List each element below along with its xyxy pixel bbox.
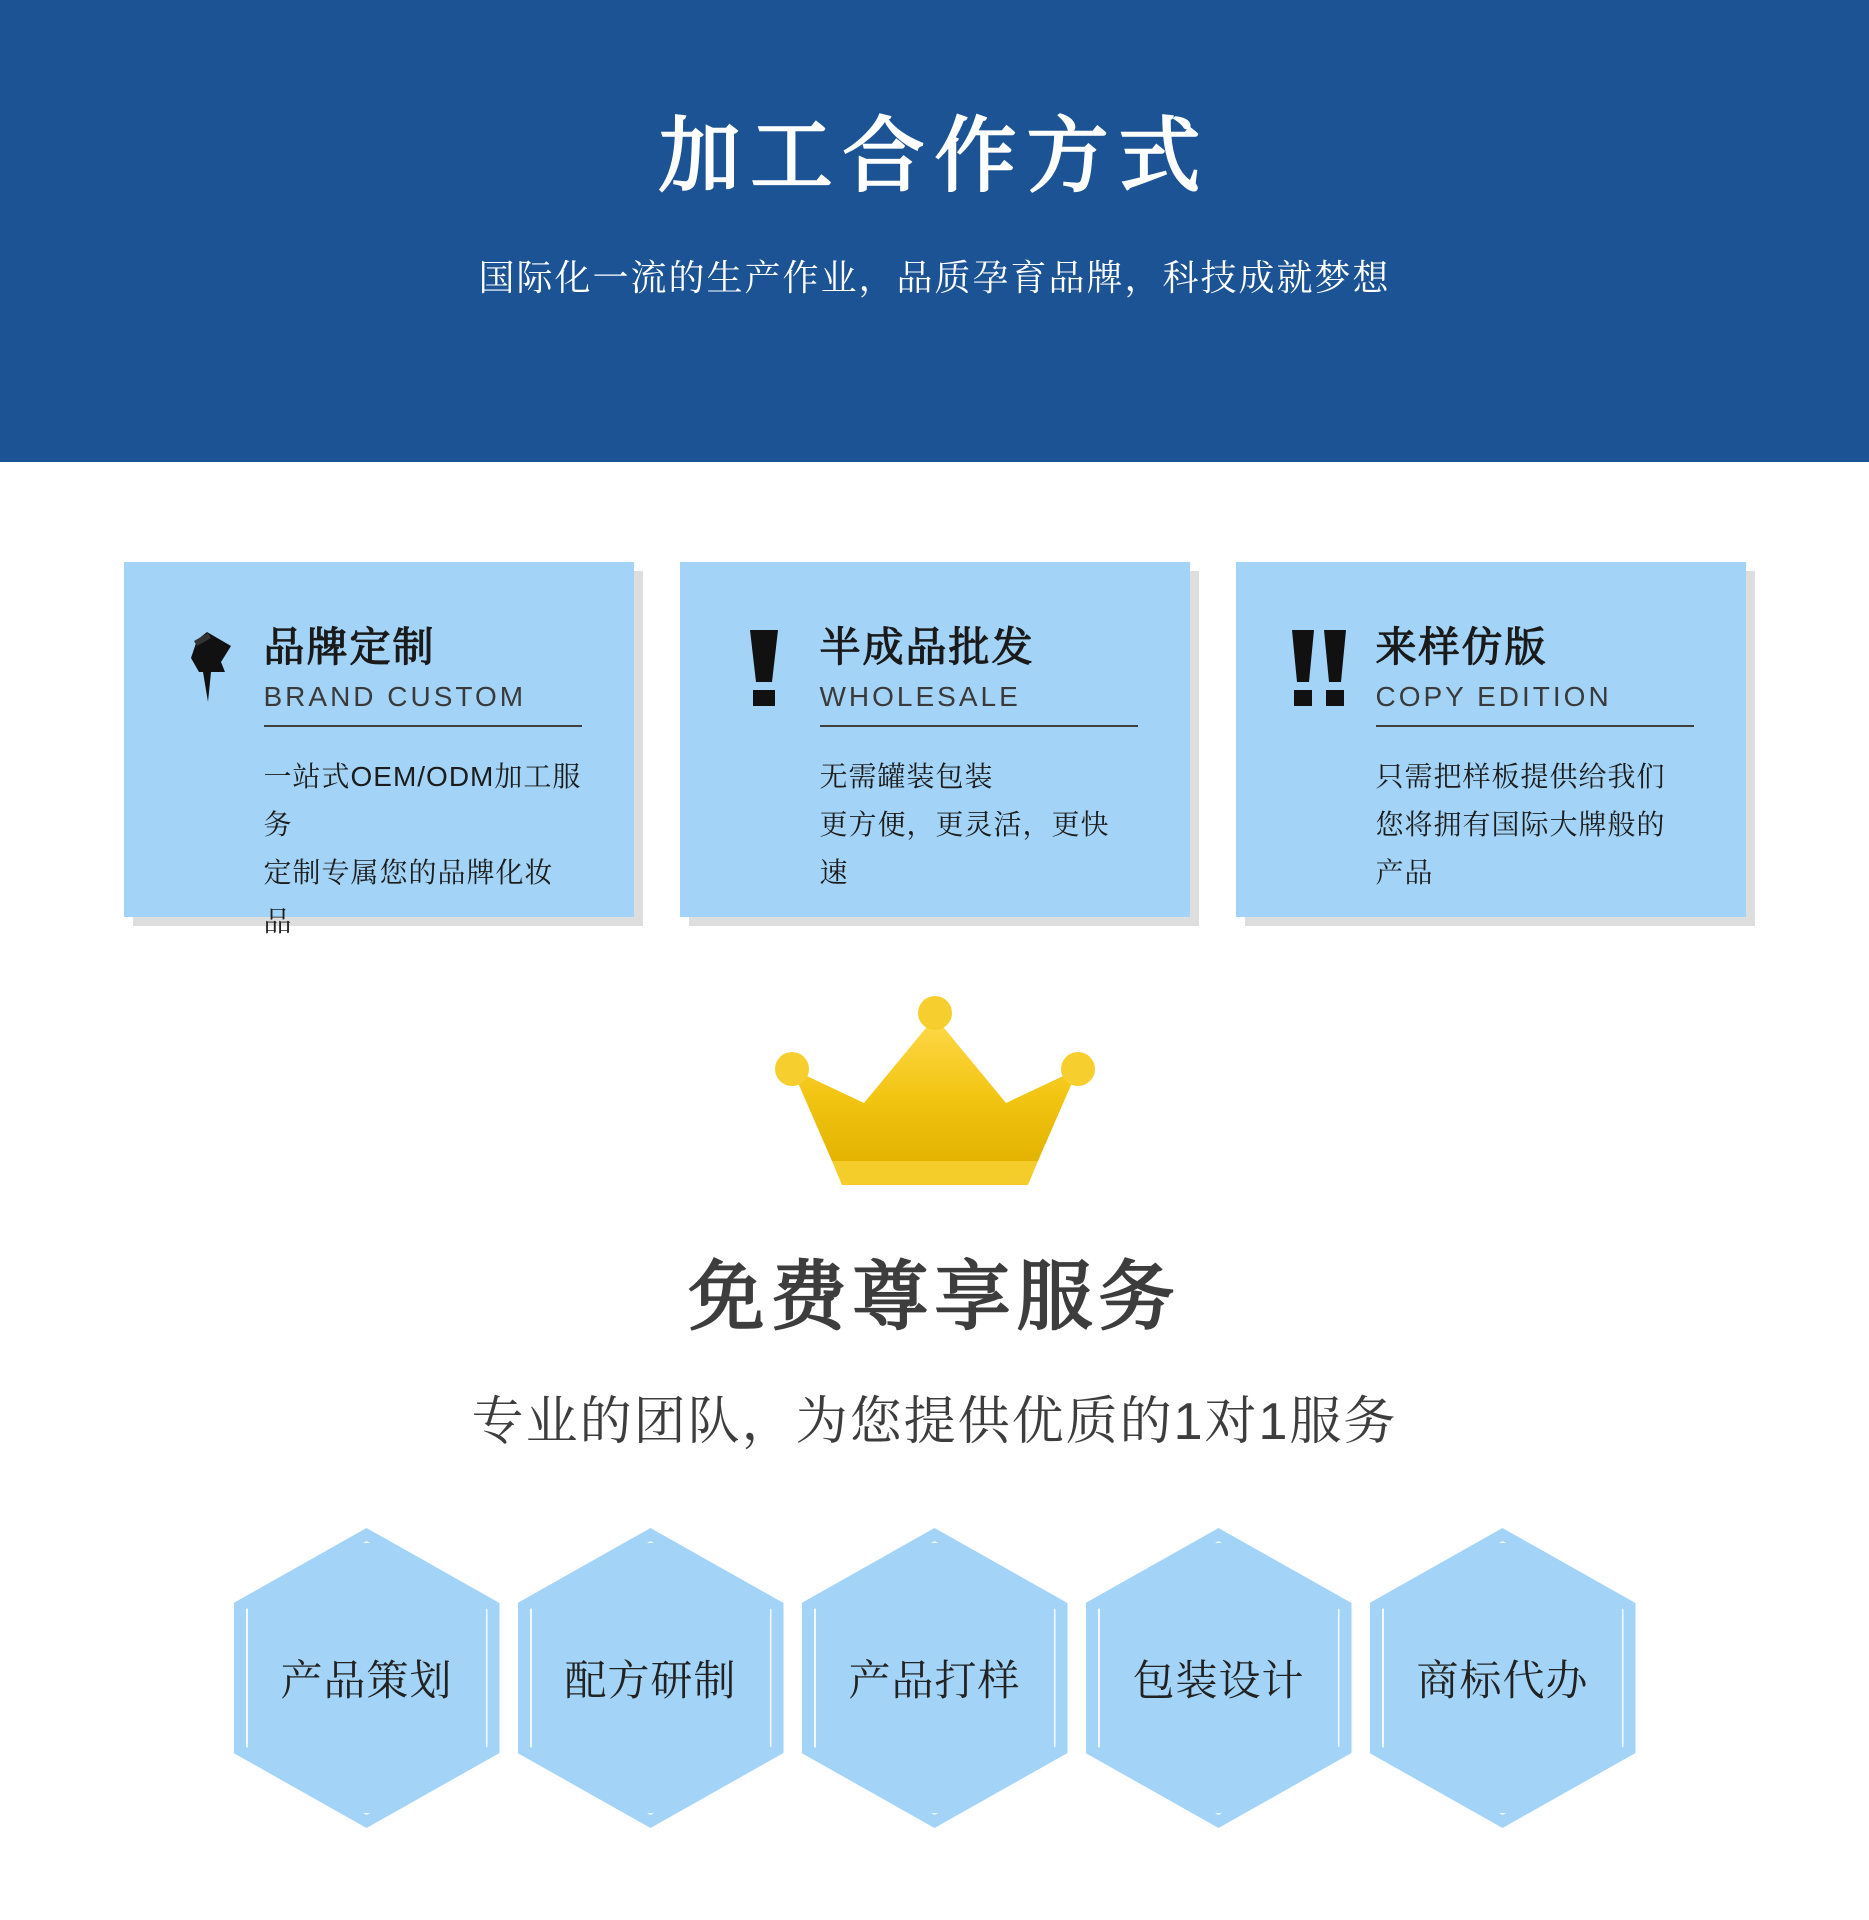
card-description [732, 753, 1138, 897]
hex-label: 包装设计 [1132, 1657, 1305, 1704]
card-header [732, 624, 1138, 727]
card-desc-line-2: 您将拥有国际大牌般的产品 [1375, 809, 1666, 889]
card-desc-line-1: 一站式OEM/ODM加工服务 [263, 761, 582, 841]
card-desc-line-2: 更方便，更灵活，更快速 [819, 809, 1110, 889]
card-title-cn: 半成品批发 [819, 624, 1035, 670]
header-banner [0, 0, 1869, 462]
hex-item-product-planning[interactable] [234, 1528, 500, 1828]
service-title: 免费尊享服务 [688, 1255, 1181, 1340]
card-title-cn: 来样仿版 [1375, 624, 1548, 670]
service-cards-row [0, 562, 1869, 937]
page-title: 加工合作方式 [658, 111, 1211, 202]
hex-label: 产品打样 [848, 1657, 1021, 1704]
service-subtitle: 专业的团队，为您提供优质的1对1服务 [471, 1393, 1398, 1451]
hex-label: 商标代办 [1416, 1657, 1589, 1704]
card-brand-custom[interactable] [124, 562, 634, 937]
crown-icon [770, 995, 1100, 1190]
card-desc-line-1: 无需罐装包装 [819, 761, 994, 793]
hex-item-formula-development[interactable] [518, 1528, 784, 1828]
hex-item-trademark-agency[interactable] [1370, 1528, 1636, 1828]
card-desc-line-2: 定制专属您的品牌化妆品 [263, 857, 554, 937]
card-desc-line-1: 只需把样板提供给我们 [1375, 761, 1666, 793]
card-title-en: BRAND CUSTOM [263, 681, 527, 713]
hex-label: 产品策划 [280, 1657, 453, 1704]
hex-row [0, 1528, 1869, 1888]
card-title-cn: 品牌定制 [263, 624, 436, 670]
pushpin-icon [176, 624, 240, 704]
card-title-en: COPY EDITION [1375, 681, 1612, 713]
card-description [176, 753, 582, 946]
card-title-en: WHOLESALE [819, 681, 1021, 713]
page-subtitle: 国际化一流的生产作业，品质孕育品牌，科技成就梦想 [478, 257, 1391, 299]
card-description [1288, 753, 1694, 897]
hex-label: 配方研制 [564, 1657, 737, 1704]
crown-illustration [0, 995, 1869, 1190]
card-header [176, 624, 582, 727]
hex-item-package-design[interactable] [1086, 1528, 1352, 1828]
card-titles [1376, 624, 1694, 727]
card-titles [820, 624, 1138, 727]
card-titles [264, 624, 582, 727]
hex-item-product-sampling[interactable] [802, 1528, 1068, 1828]
card-wholesale[interactable] [680, 562, 1190, 917]
card-copy-edition[interactable] [1236, 562, 1746, 917]
double-exclamation-icon [1288, 624, 1352, 708]
exclamation-mark-icon [732, 624, 796, 708]
card-header [1288, 624, 1694, 727]
